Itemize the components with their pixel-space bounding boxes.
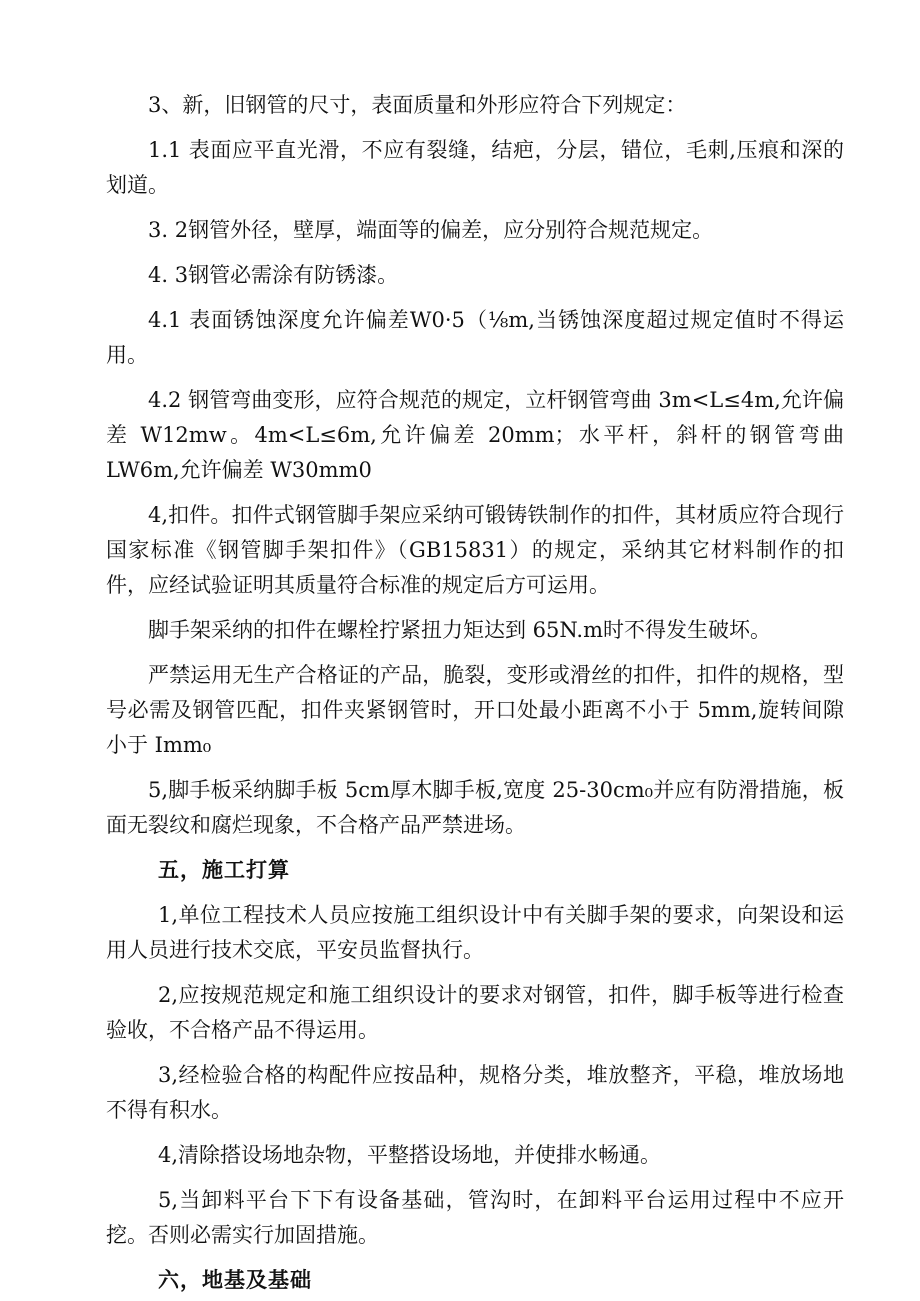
paragraph-steel-pipe-rules: 3、新，旧钢管的尺寸，表面质量和外形应符合下列规定： <box>148 93 687 117</box>
list-item: 4,清除搭设场地杂物，平整搭设场地，并使排水畅通。 <box>158 1143 662 1167</box>
paragraph-anti-rust-paint: 4. 3钢管必需涂有防锈漆。 <box>148 263 399 287</box>
list-item: 3,经检验合格的构配件应按品种，规格分类，堆放整齐，平稳，堆放场地不得有积水。 <box>106 1063 844 1122</box>
list-item: 5,当卸料平台下下有设备基础，管沟时，在卸料平台运用过程中不应开挖。否则必需实行加固措施。 <box>106 1188 844 1247</box>
paragraph-prohibited-products: 严禁运用无生产合格证的产品，脆裂，变形或滑丝的扣件，扣件的规格，型号必需及钢管匹配，扣件夹紧钢管时，开口处最小距离不小于 5mm,旋转间隙小于 Imm₀ <box>106 663 844 757</box>
list-item: 2,应按规范规定和施工组织设计的要求对钢管，扣件，脚手板等进行检查验收，不合格产品不得运用。 <box>106 983 844 1042</box>
section-heading-construction-plan: 五，施工打算 <box>158 858 290 882</box>
paragraph-fasteners: 4,扣件。扣件式钢管脚手架应采纳可锻铸铁制作的扣件，其材质应符合现行国家标准《钢管脚手架扣件》（GB15831）的规定，采纳其它材料制作的扣件，应经试验证明其质量符合标准的规定后方可运用。 <box>106 503 844 597</box>
list-item: 1,单位工程技术人员应按施工组织设计中有关脚手架的要求，向架设和运用人员进行技术交底，平安员监督执行。 <box>106 903 844 962</box>
paragraph-surface-quality: 1.1 表面应平直光滑，不应有裂缝，结疤，分层，错位，毛刺,压痕和深的划道。 <box>106 138 844 197</box>
paragraph-scaffold-boards: 5,脚手板采纳脚手板 5cm厚木脚手板,宽度 25-30cm₀并应有防滑措施，板面无裂纹和腐烂现象，不合格产品严禁进场。 <box>106 778 844 837</box>
paragraph-bending-deformation: 4.2 钢管弯曲变形，应符合规范的规定，立杆钢管弯曲 3m<L≤4m,允许偏差 W12mw。4m<L≤6m,允许偏差 20mm；水平杆，斜杆的钢管弯曲 LW6m,允许偏差 W30mm0 <box>106 388 844 482</box>
paragraph-corrosion-depth: 4.1 表面锈蚀深度允许偏差W0·5（⅛m,当锈蚀深度超过规定值时不得运用。 <box>106 308 844 367</box>
document-body <box>106 88 844 1298</box>
paragraph-bolt-torque: 脚手架采纳的扣件在螺栓拧紧扭力矩达到 65N.m时不得发生破坏。 <box>148 618 772 642</box>
paragraph-diameter-deviation: 3. 2钢管外径，壁厚，端面等的偏差，应分别符合规范规定。 <box>148 218 714 242</box>
section-heading-foundation: 六，地基及基础 <box>158 1268 312 1292</box>
